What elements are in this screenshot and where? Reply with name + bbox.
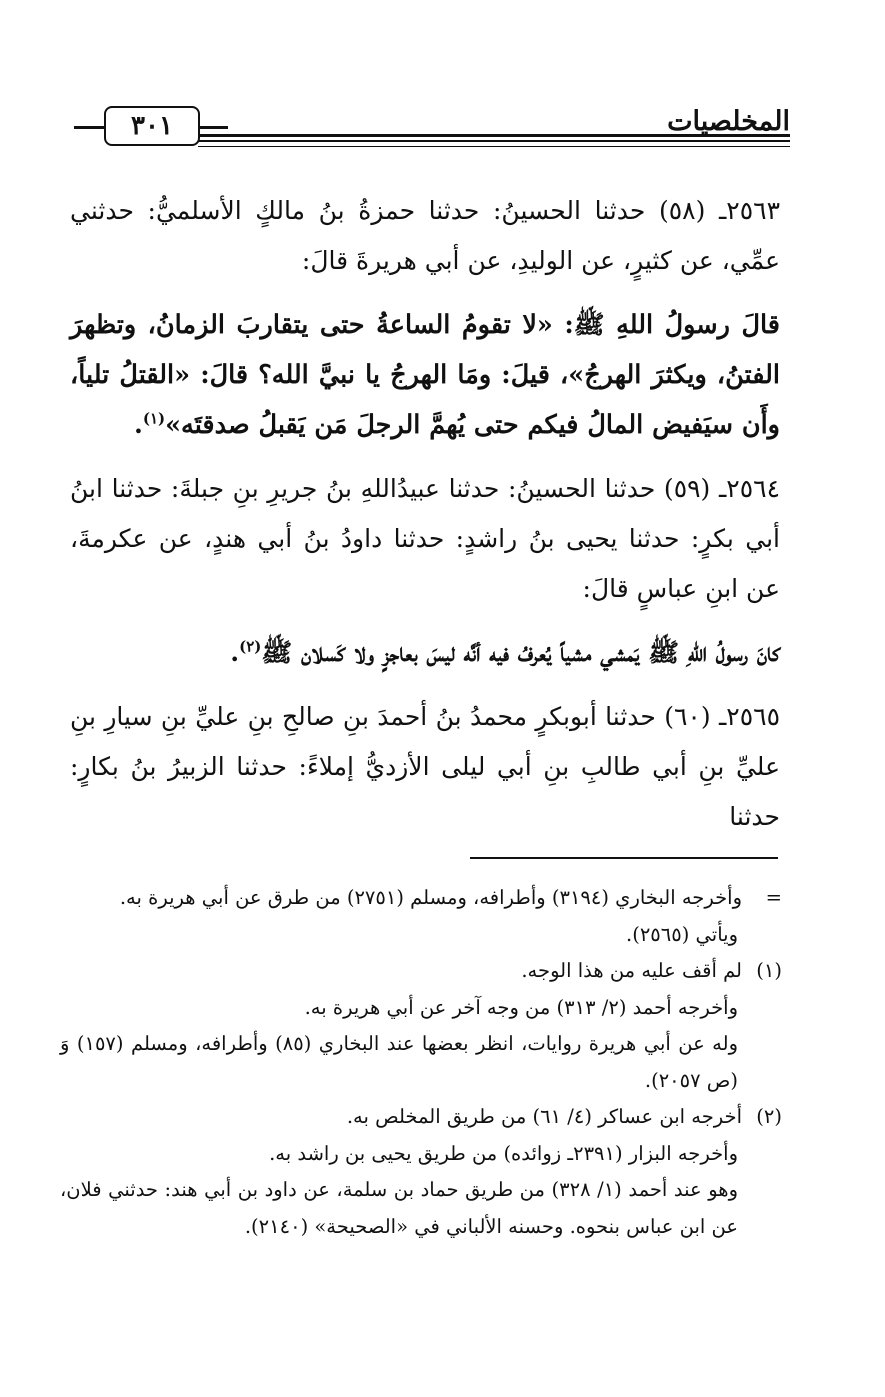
footnote-line: وله عن أبي هريرة روايات، انظر بعضها عند البخاري (٨٥) وأطرافه، ومسلم (١٥٧) وَ (ص ٢٠٥٧). [60,1032,738,1092]
footnote-2: (٢)أخرجه ابن عساكر (٤/ ٦١) من طريق المخلص به. [60,1099,782,1136]
paragraph-end: . [133,410,143,440]
footnote-number: (٢) [756,1105,782,1128]
header-rule [198,146,790,147]
page-number: ٣٠١ [104,106,200,146]
main-text [70,186,780,856]
footnote-line: وهو عند أحمد (١/ ٣٢٨) من طريق حماد بن سلمة، عن داود بن أبي هند: حدثني فلان، عن ابن عباس بنحوه. وحسنه الألباني في «الصحيحة» (٢١٤٠). [60,1178,738,1238]
running-title: المخلصيات [667,106,790,137]
hadith-2563-isnad: ٢٥٦٣ـ (٥٨) حدثنا الحسينُ: حدثنا حمزةُ بنُ مالكٍ الأسلميُّ: حدثني عمِّي، عن كثيرٍ، عن الوليدِ، عن أبي هريرةَ قالَ: [70,196,781,275]
footnote-continuation: =وأخرجه البخاري (٣١٩٤) وأطرافه، ومسلم (٢٧٥١) من طرق عن أبي هريرة به. [60,880,782,917]
header-rule [198,134,790,137]
footnote-line: وأخرجه البزار (٢٣٩١ـ زوائده) من طريق يحيى بن راشد به. [269,1141,738,1165]
footnote-ref-1: (١) [142,409,166,428]
page-header [72,104,790,164]
footnote-line: وأخرجه أحمد (٢/ ٣١٣) من وجه آخر عن أبي هريرة به. [304,995,738,1019]
matn-text: قالَ رسولُ اللهِ ﷺ: «لا تقومُ الساعةُ حتى يتقاربَ الزمانُ، وتظهرَ الفتنُ، ويكثرَ الهرجُ»، قيلَ: ومَا الهرجُ يا نبيَّ الله؟ قالَ: «القتلُ تلياً، وأَن سيَفيض المالُ فيكم حتى يُهمَّ الرجلَ مَن يَقبلُ صدقتَه» [70,310,780,440]
hadith-2563-matn [70,300,780,450]
footnote-number: (١) [756,959,782,982]
footnote-ref-2: (٢) [239,637,262,656]
hadith-2564-matn [70,628,780,678]
matn-text: كانَ رسولُ اللهِ ﷺ يَمشي مشياً يُعرفُ فيه أنَّه ليسَ بعاجزٍ ولا كَسلان ﷺ [261,638,780,668]
footnote-separator [470,857,778,859]
footnotes [60,880,782,1245]
continuation-marker: = [765,886,782,909]
hadith-2564-isnad: ٢٥٦٤ـ (٥٩) حدثنا الحسينُ: حدثنا عبيدُاللهِ بنُ جريرِ بنِ جبلةَ: حدثنا ابنُ أبي بكرٍ: حدثنا يحيى بنُ راشدٍ: حدثنا داودُ بنُ أبي هندٍ، عن عكرمةَ، عن ابنِ عباسٍ قالَ: [70,474,780,603]
footnote-1: (١)لم أقف عليه من هذا الوجه. [60,953,782,990]
footnote-line: ويأتي (٢٥٦٥). [626,922,738,946]
header-rule [198,140,790,142]
paragraph-end: . [230,638,240,668]
hadith-2565-isnad: ٢٥٦٥ـ (٦٠) حدثنا أبوبكرٍ محمدُ بنُ أحمدَ بنِ صالحِ بنِ عليِّ بنِ سيارِ بنِ عليِّ بنِ أبي طالبِ بنِ أبي ليلى الأزديُّ إملاءً: حدثنا الزبيرُ بنُ بكارٍ: حدثنا [70,702,780,831]
